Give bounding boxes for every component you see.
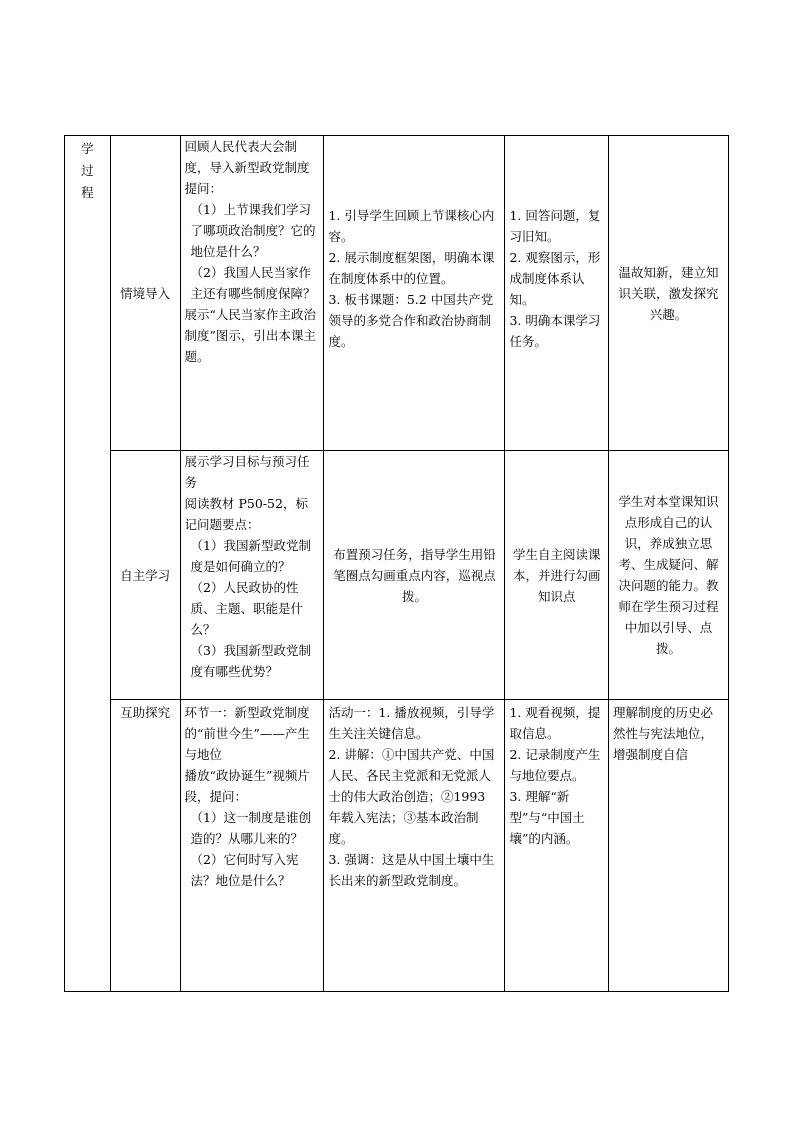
segment-label: 情境导入 (120, 285, 171, 301)
teacher-line: （3）我国新型政党制度有哪些优势？ (190, 643, 312, 679)
activity-line: 1. 引导学生回顾上节课核心内容。 (328, 207, 495, 244)
intent-text: 温故知新，建立知识关联，激发探究兴趣。 (618, 264, 719, 322)
intent-text: 学生对本堂课知识点形成自己的认识，养成独立思考、生成疑问、解决问题的能力。教师在学生预习过程中加以引导、点拨。 (618, 494, 719, 656)
segment-cell (110, 451, 180, 700)
student-cell (505, 136, 609, 451)
lesson-plan-table (64, 135, 729, 992)
table-row (65, 451, 729, 700)
segment-label: 自主学习 (120, 567, 171, 583)
teacher-line: 回顾人民代表大会制度，导入新型政党制度 (184, 139, 310, 175)
teacher-line: （1）这一制度是谁创造的？从哪儿来的？ (190, 810, 312, 846)
stage-char: 学 (81, 141, 94, 156)
teacher-line: （2）人民政协的性质、主题、职能是什么？ (190, 580, 304, 637)
activity-cell (324, 451, 505, 700)
activity-line: 2. 展示制度框架图，明确本课在制度体系中的位置。 (328, 249, 495, 286)
teacher-line: 环节一：新型政党制度的“前世今生”——产生与地位 (184, 705, 310, 762)
teacher-line: 提问： (184, 181, 223, 196)
segment-label: 互助探究 (120, 705, 171, 720)
segment-cell (110, 700, 180, 992)
activity-cell (324, 700, 505, 992)
segment-cell (110, 136, 180, 451)
teacher-line: 播放“政协诞生”视频片段，提问： (184, 768, 310, 804)
student-line: 3. 理解“新型”与“中国土壤”的内涵。 (509, 789, 585, 846)
teacher-line: 阅读教材 P50-52，标记问题要点： (184, 496, 308, 532)
student-line: 2. 记录制度产生与地位要点。 (509, 747, 601, 783)
teacher-line: （1）我国新型政党制度是如何确立的？ (190, 538, 312, 574)
teacher-line: 展示“人民当家作主政治制度”图示，引出本课主题。 (184, 307, 316, 364)
teacher-content-cell (180, 136, 324, 451)
student-line: 2. 观察图示，形成制度体系认知。 (509, 249, 601, 307)
teacher-line: 展示学习目标与预习任务 (184, 454, 310, 490)
activity-line: 3. 强调：这是从中国土壤中生长出来的新型政党制度。 (328, 852, 495, 888)
student-line: 1. 回答问题，复习旧知。 (509, 207, 601, 244)
teacher-line: （2）我国人民当家作主还有哪些制度保障？ (190, 265, 316, 301)
teacher-content-cell (180, 700, 324, 992)
intent-cell (609, 700, 729, 992)
stage-cell (65, 136, 111, 992)
activity-line: 3. 板书课题：5.2 中国共产党领导的多党合作和政治协商制度。 (328, 291, 494, 349)
teacher-content-cell (180, 451, 324, 700)
student-cell (505, 451, 609, 700)
stage-char: 过 (81, 163, 94, 178)
table-row (65, 700, 729, 992)
teacher-line: （2）它何时写入宪法？地位是什么？ (190, 852, 299, 888)
activity-cell (324, 136, 505, 451)
student-line: 学生自主阅读课本，并进行勾画知识点 (512, 546, 601, 604)
intent-cell (609, 136, 729, 451)
table-row (65, 136, 729, 451)
activity-line: 布置预习任务，指导学生用铅笔圈点勾画重点内容，巡视点拨。 (333, 546, 496, 604)
stage-char: 程 (81, 185, 94, 200)
intent-cell (609, 451, 729, 700)
intent-text: 理解制度的历史必然性与宪法地位，增强制度自信 (613, 705, 714, 762)
activity-line: 2. 讲解：①中国共产党、中国人民、各民主党派和无党派人士的伟大政治创造；②1993 年载入宪法；③基本政治制度。 (328, 747, 495, 846)
teacher-line: （1）上节课我们学习了哪项政治制度？它的地位是什么？ (190, 202, 316, 259)
student-cell (505, 700, 609, 992)
student-line: 1. 观看视频，提取信息。 (509, 705, 601, 741)
student-line: 3. 明确本课学习任务。 (509, 312, 601, 349)
activity-line: 活动一：1. 播放视频，引导学生关注关键信息。 (328, 705, 495, 741)
